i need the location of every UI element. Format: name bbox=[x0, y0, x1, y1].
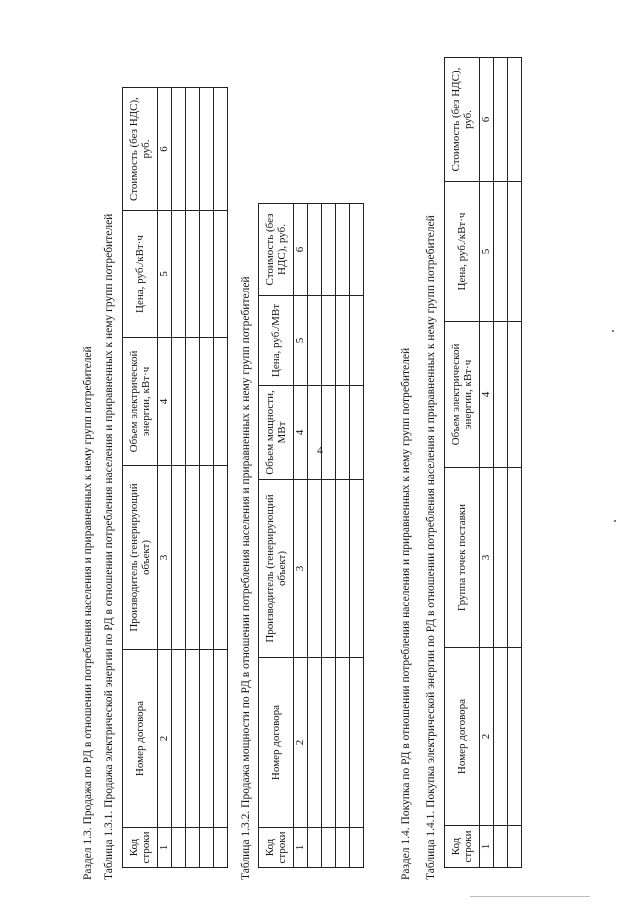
header-cell: Код строки bbox=[445, 826, 480, 868]
empty-cell bbox=[350, 296, 364, 386]
scan-edge-line bbox=[470, 896, 590, 897]
column-number-cell: 1 bbox=[480, 826, 494, 868]
header-cell: Код строки bbox=[259, 828, 294, 868]
column-number-cell: 5 bbox=[480, 182, 494, 322]
empty-cell bbox=[508, 468, 522, 648]
empty-cell bbox=[172, 828, 186, 868]
empty-cell bbox=[186, 650, 200, 828]
empty-cell bbox=[200, 338, 214, 466]
column-number-cell: 3 bbox=[294, 480, 308, 658]
empty-cell bbox=[336, 828, 350, 868]
empty-cell bbox=[508, 182, 522, 322]
empty-cell bbox=[508, 648, 522, 826]
empty-cell bbox=[172, 211, 186, 338]
header-cell: Объем электрической энергии, кВт·ч bbox=[123, 338, 158, 466]
empty-cell bbox=[322, 386, 336, 480]
column-number-cell: 1 bbox=[158, 828, 172, 868]
header-cell: Номер договора bbox=[445, 648, 480, 826]
column-number-cell: 5 bbox=[294, 296, 308, 386]
table-row bbox=[214, 88, 228, 868]
header-cell: Цена, руб./МВт bbox=[259, 296, 294, 386]
empty-cell bbox=[172, 466, 186, 650]
table-row bbox=[322, 204, 336, 868]
empty-cell bbox=[308, 480, 322, 658]
table-row bbox=[508, 58, 522, 868]
header-cell: Номер договора bbox=[123, 650, 158, 828]
scan-speck bbox=[614, 520, 616, 522]
column-number-cell: 4 bbox=[294, 386, 308, 480]
empty-cell bbox=[336, 480, 350, 658]
header-cell: Цена, руб./кВт·ч bbox=[445, 182, 480, 322]
empty-cell bbox=[308, 204, 322, 296]
header-cell: Объем электрической энергии, кВт·ч bbox=[445, 322, 480, 468]
empty-cell bbox=[186, 828, 200, 868]
header-cell: Группа точек поставки bbox=[445, 468, 480, 648]
empty-cell bbox=[494, 826, 508, 868]
empty-cell bbox=[214, 338, 228, 466]
empty-cell bbox=[494, 182, 508, 322]
empty-cell bbox=[200, 466, 214, 650]
header-cell: Номер договора bbox=[259, 658, 294, 828]
column-number-cell: 2 bbox=[294, 658, 308, 828]
empty-cell bbox=[308, 296, 322, 386]
column-number-cell: 3 bbox=[480, 468, 494, 648]
empty-cell bbox=[322, 658, 336, 828]
column-number-cell: 6 bbox=[294, 204, 308, 296]
table-row bbox=[172, 88, 186, 868]
header-cell: Стоимость (без НДС), руб. bbox=[445, 58, 480, 182]
empty-cell bbox=[322, 296, 336, 386]
table-row bbox=[350, 204, 364, 868]
empty-cell bbox=[186, 466, 200, 650]
scan-speck bbox=[612, 330, 614, 332]
table-row bbox=[336, 204, 350, 868]
empty-cell bbox=[350, 480, 364, 658]
table-1-4-1 bbox=[444, 57, 522, 868]
section-1-3-title: Раздел 1.3. Продажа по РД в отношении потребления населения и приравненных к нему групп потребителей bbox=[82, 346, 94, 880]
empty-cell bbox=[200, 650, 214, 828]
empty-cell bbox=[214, 650, 228, 828]
empty-cell bbox=[336, 296, 350, 386]
empty-cell bbox=[214, 828, 228, 868]
table-1-3-1-caption: Таблица 1.3.1. Продажа электрической энергии по РД в отношении потребления населения и приравненных к нему групп потребителей bbox=[103, 213, 115, 880]
empty-cell bbox=[308, 658, 322, 828]
empty-cell bbox=[172, 650, 186, 828]
empty-cell bbox=[200, 211, 214, 338]
empty-cell bbox=[494, 468, 508, 648]
empty-cell bbox=[350, 658, 364, 828]
empty-cell bbox=[494, 58, 508, 182]
column-number-cell: 1 bbox=[294, 828, 308, 868]
column-number-cell: 6 bbox=[480, 58, 494, 182]
empty-cell bbox=[508, 58, 522, 182]
section-1-4-title: Раздел 1.4. Покупка по РД в отношении потребления населения и приравненных к нему групп потребителей bbox=[400, 347, 412, 880]
empty-cell bbox=[322, 204, 336, 296]
empty-cell bbox=[200, 88, 214, 211]
table-row bbox=[186, 88, 200, 868]
table-1-4-1-caption: Таблица 1.4.1. Покупка электрической энергии по РД в отношении потребления населения и приравненных к нему групп потребителей bbox=[425, 215, 437, 880]
empty-cell bbox=[322, 480, 336, 658]
empty-cell bbox=[186, 211, 200, 338]
header-cell: Цена, руб./кВт·ч bbox=[123, 211, 158, 338]
empty-cell bbox=[336, 658, 350, 828]
empty-cell bbox=[172, 88, 186, 211]
empty-cell bbox=[322, 828, 336, 868]
table-1-3-2 bbox=[258, 203, 364, 868]
column-number-cell: 5 bbox=[158, 211, 172, 338]
empty-cell bbox=[200, 828, 214, 868]
table-row bbox=[200, 88, 214, 868]
empty-cell bbox=[494, 322, 508, 468]
empty-cell bbox=[350, 204, 364, 296]
header-cell: Объем мощности, МВт bbox=[259, 386, 294, 480]
header-cell: Код строки bbox=[123, 828, 158, 868]
header-cell: Производитель (генерирующий объект) bbox=[259, 480, 294, 658]
empty-cell bbox=[308, 828, 322, 868]
empty-cell bbox=[350, 386, 364, 480]
table-1-3-1 bbox=[122, 87, 228, 868]
empty-cell bbox=[336, 204, 350, 296]
table-1-3-2-caption: Таблица 1.3.2. Продажа мощности по РД в отношении потребления населения и приравненных к нему групп потребителей bbox=[240, 276, 252, 880]
empty-cell bbox=[186, 338, 200, 466]
empty-cell bbox=[350, 828, 364, 868]
empty-cell bbox=[508, 826, 522, 868]
empty-cell bbox=[214, 211, 228, 338]
empty-cell bbox=[214, 466, 228, 650]
column-number-cell: 4 bbox=[158, 338, 172, 466]
empty-cell bbox=[214, 88, 228, 211]
rotated-content bbox=[82, 20, 502, 880]
empty-cell bbox=[308, 386, 322, 480]
empty-cell bbox=[186, 88, 200, 211]
column-number-cell: 3 bbox=[158, 466, 172, 650]
column-number-cell: 2 bbox=[158, 650, 172, 828]
page-number: 4 bbox=[317, 443, 323, 457]
column-number-cell: 4 bbox=[480, 322, 494, 468]
column-number-cell: 2 bbox=[480, 648, 494, 826]
table-row bbox=[308, 204, 322, 868]
empty-cell bbox=[508, 322, 522, 468]
header-cell: Стоимость (без НДС), руб. bbox=[123, 88, 158, 211]
header-cell: Стоимость (без НДС), руб. bbox=[259, 204, 294, 296]
empty-cell bbox=[494, 648, 508, 826]
table-row bbox=[494, 58, 508, 868]
empty-cell bbox=[336, 386, 350, 480]
column-number-cell: 6 bbox=[158, 88, 172, 211]
header-cell: Производитель (генерирующий объект) bbox=[123, 466, 158, 650]
empty-cell bbox=[172, 338, 186, 466]
